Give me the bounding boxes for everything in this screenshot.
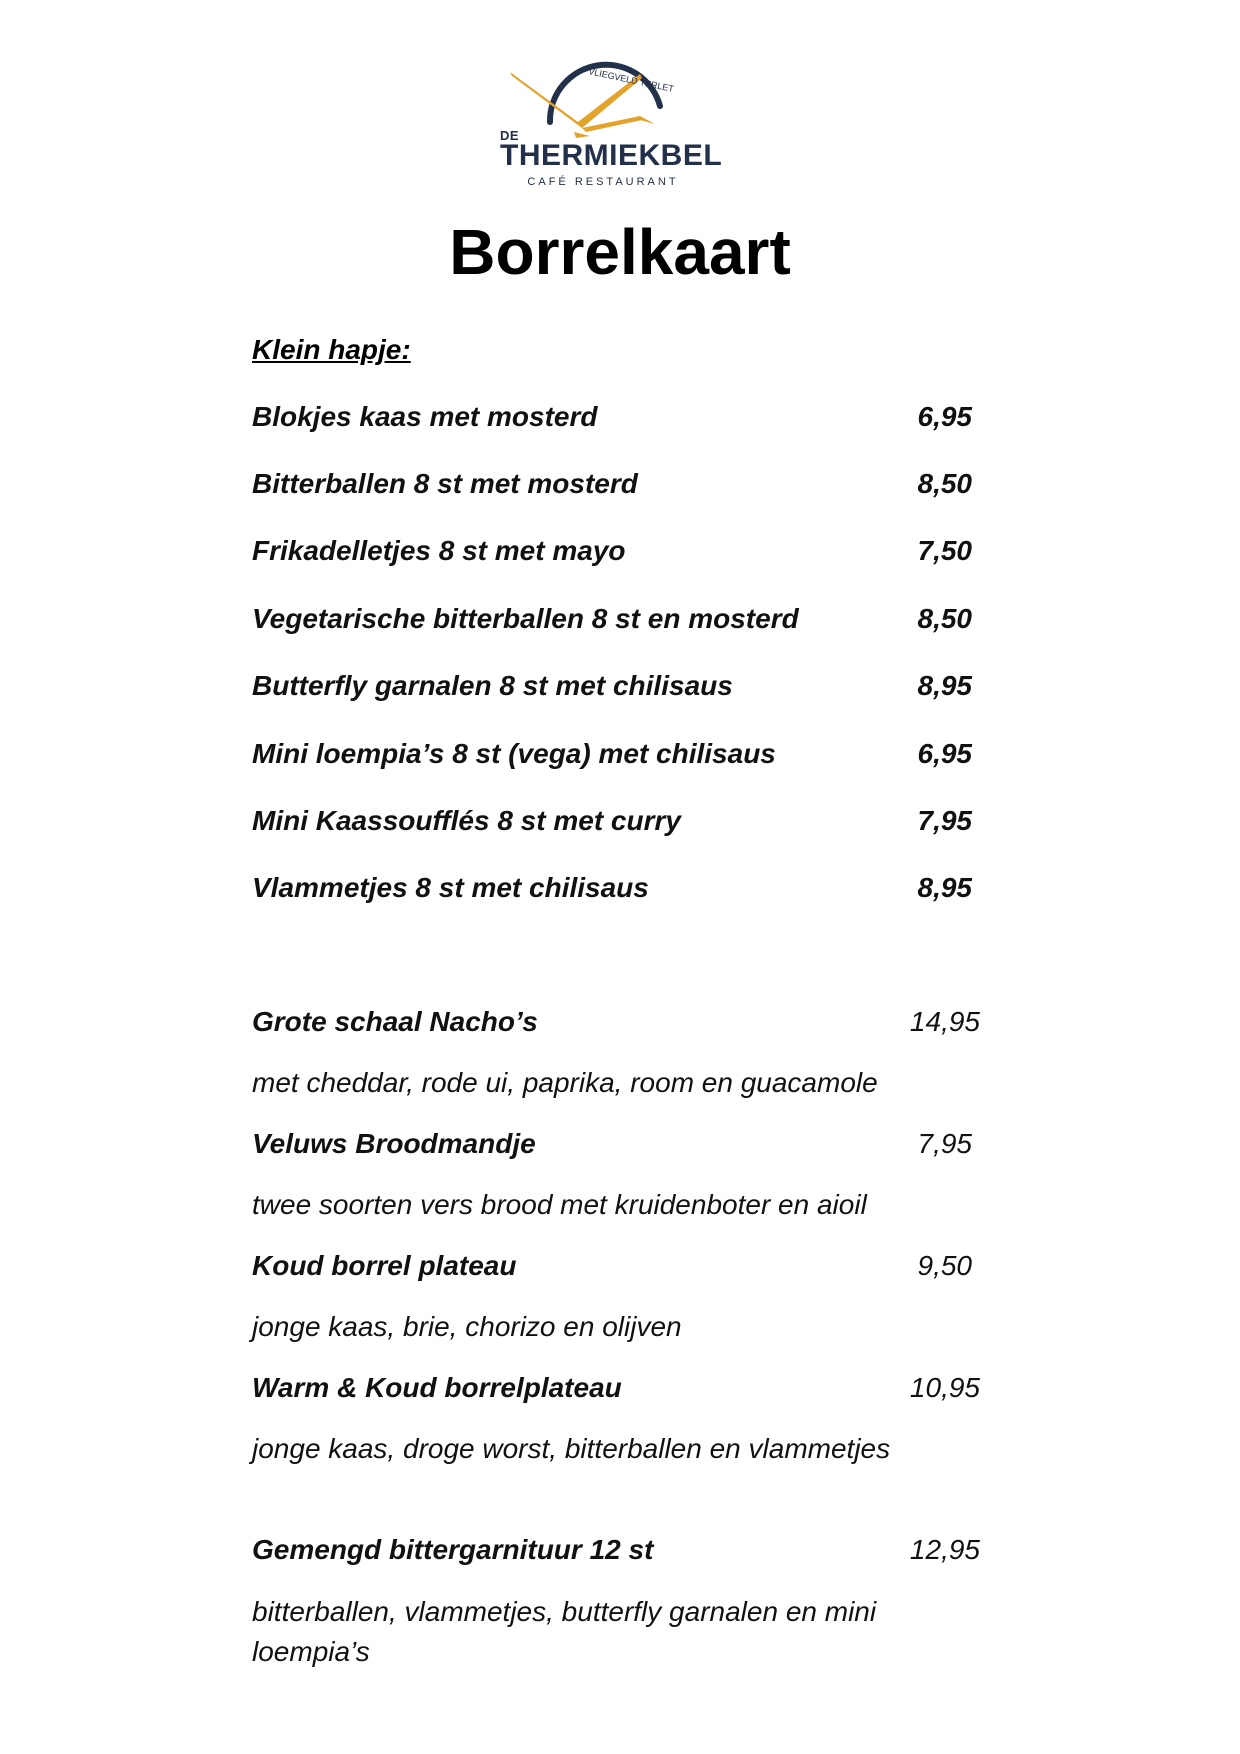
menu-item-name: Vlammetjes 8 st met chilisaus (252, 872, 649, 903)
menu-item (252, 464, 980, 504)
section-heading-klein-hapje: Klein hapje: (252, 334, 411, 365)
menu-item-name: Butterfly garnalen 8 st met chilisaus (252, 670, 733, 701)
menu-item-price: 12,95 (909, 1534, 980, 1565)
menu-item-name: Bitterballen 8 st met mosterd (252, 468, 638, 499)
menu-item-price: 14,95 (909, 1006, 980, 1037)
menu-item-description: met cheddar, rode ui, paprika, room en guacamole (252, 1067, 878, 1098)
menu-item (252, 1124, 980, 1164)
menu-item-price: 9,50 (917, 1250, 972, 1281)
menu-item-name: Vegetarische bitterballen 8 st en mosterd (252, 603, 799, 634)
menu-item (252, 397, 980, 437)
menu-item (252, 1368, 980, 1408)
menu-item-name: Koud borrel plateau (252, 1250, 517, 1281)
menu-item-name: Gemengd bittergarnituur 12 st (252, 1534, 654, 1565)
menu-item-description: twee soorten vers brood met kruidenboter en aioil (252, 1189, 867, 1220)
menu-item (252, 1530, 980, 1570)
menu-item-price: 7,95 (917, 805, 972, 836)
menu-item-name: Blokjes kaas met mosterd (252, 401, 598, 432)
menu-item-description: jonge kaas, droge worst, bitterballen en vlammetjes (252, 1433, 891, 1464)
logo-name: THERMIEKBEL (500, 139, 723, 172)
menu-item-name: Grote schaal Nacho’s (252, 1006, 538, 1037)
menu-item-description: jonge kaas, brie, chorizo en olijven (252, 1311, 682, 1342)
menu-item (252, 531, 980, 571)
menu-item-price: 6,95 (917, 401, 972, 432)
menu-item-name: Mini loempia’s 8 st (vega) met chilisaus (252, 738, 776, 769)
menu-item-price: 7,50 (917, 535, 972, 566)
menu-item-price: 6,95 (917, 738, 972, 769)
menu-item (252, 1002, 980, 1042)
page-title: Borrelkaart (449, 216, 791, 288)
menu-item-description: bitterballen, vlammetjes, butterfly garnalen en mini loempia’s (252, 1596, 877, 1667)
menu-item-price: 7,95 (917, 1128, 972, 1159)
menu-item-price: 8,50 (917, 603, 972, 634)
menu-item-name: Mini Kaassoufflés 8 st met curry (252, 805, 681, 836)
menu-item (252, 868, 980, 908)
restaurant-logo (490, 44, 750, 188)
menu-item (252, 801, 980, 841)
menu-item (252, 666, 980, 706)
menu-item-name: Frikadelletjes 8 st met mayo (252, 535, 626, 566)
menu-item-price: 8,50 (917, 468, 972, 499)
menu-item (252, 1246, 980, 1286)
logo-arc-text: VLIEGVELD TERLET (587, 66, 675, 95)
menu-item-price: 8,95 (917, 670, 972, 701)
menu-item-name: Warm & Koud borrelplateau (252, 1372, 622, 1403)
logo-prefix: DE (500, 128, 520, 143)
menu-item-price: 10,95 (909, 1372, 980, 1403)
menu-item-price: 8,95 (917, 872, 972, 903)
logo-subtitle: CAFÉ RESTAURANT (527, 176, 679, 188)
menu-item (252, 734, 980, 774)
menu-item-name: Veluws Broodmandje (252, 1128, 536, 1159)
menu-item (252, 599, 980, 639)
